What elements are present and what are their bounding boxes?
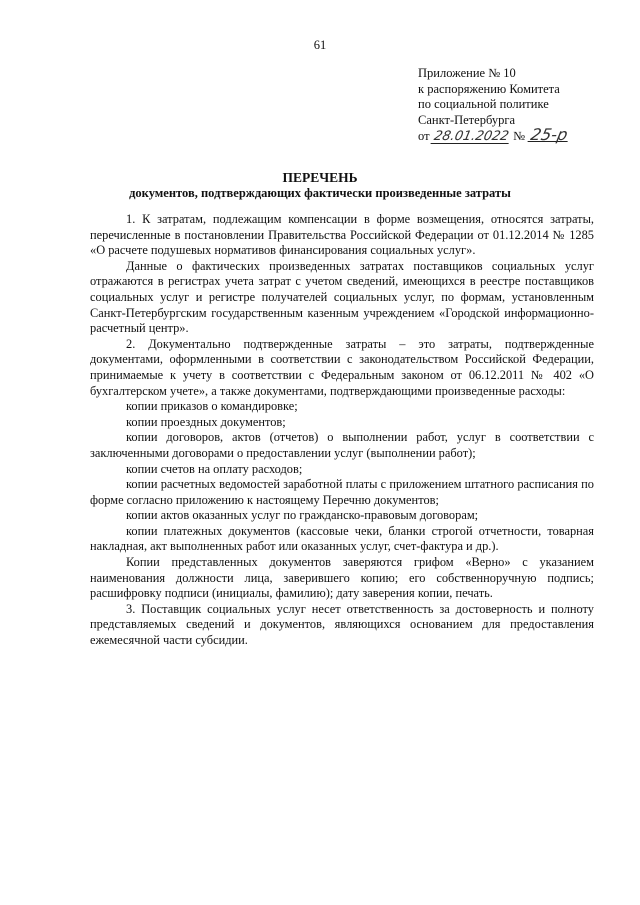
approval-line-3: по социальной политике [418, 97, 549, 111]
list-item: копии проездных документов; [126, 414, 286, 429]
document-body [90, 212, 594, 649]
document-title: ПЕРЕЧЕНЬ [282, 170, 358, 185]
list-item: копии договоров, актов (отчетов) о выполнении работ, услуг в соответствии с заключенными договорами о предоставлении услуг (выполнении работ); [90, 430, 594, 460]
paragraph: Копии представленных документов заверяются грифом «Верно» с указанием наименования должности лица, заверившего копию; его собственноручную подпись; расшифровку подписи (инициалы, фамилию); дату заверения копии, печать. [90, 555, 594, 601]
list-item: копии актов оказанных услуг по гражданско-правовым договорам; [126, 508, 479, 523]
handwritten-number: 25-р [529, 125, 570, 144]
document-subtitle: документов, подтверждающих фактически произведенные затраты [129, 186, 511, 200]
list-item: копии счетов на оплату расходов; [126, 461, 303, 476]
list-item: копии расчетных ведомостей заработной платы с приложением штатного расписания по форме согласно приложению к настоящему Перечню документов; [90, 477, 594, 507]
approval-line-1: Приложение № 10 [418, 66, 516, 80]
date-prefix: от [418, 129, 430, 143]
list-item: копии приказов о командировке; [126, 399, 298, 414]
handwritten-date: 28.01.2022 [432, 129, 510, 144]
paragraph: 2. Документально подтвержденные затраты – это затраты, подтвержденные документами, оформленными в соответствии с законодательством Российской Федерации, принимаемые к учету в соответствии с Федеральным законом от 06.12.2011 № 402 «О бухгалтерском учете», а также документами, подтверждающими произведенные расходы: [90, 336, 594, 398]
page-number: 61 [313, 38, 327, 52]
paragraph: 1. К затратам, подлежащим компенсации в форме возмещения, относятся затраты, перечисленные в постановлении Правительства Российской Федерации от 01.12.2014 № 1285 «О расчете подушевых нормативов финансирования социальных услуг». [90, 212, 594, 258]
paragraph: Данные о фактических произведенных затратах поставщиков социальных услуг отражаются в регистрах учета затрат с учетом сведений, имеющихся в реестре поставщиков социальных услуг и регистре получателей социальных услуг, по формам, установленным Санкт-Петербургским государственным казенным учреждением «Городской информационно-расчетный центр». [90, 258, 594, 336]
approval-line-2: к распоряжению Комитета [418, 81, 560, 96]
paragraph: 3. Поставщик социальных услуг несет ответственность за достоверность и полноту представляемых сведений и документов, являющихся основанием для предоставления ежемесячной части субсидии. [90, 601, 594, 648]
approval-line-4: Санкт-Петербурга [418, 112, 516, 127]
number-prefix: № [513, 129, 526, 143]
list-item: копии платежных документов (кассовые чеки, бланки строгой отчетности, товарная накладная, акт выполненных работ или оказанных услуг, счет-фактура и др.). [90, 523, 594, 554]
approval-date-number-line [418, 125, 618, 145]
approval-block [418, 66, 618, 145]
